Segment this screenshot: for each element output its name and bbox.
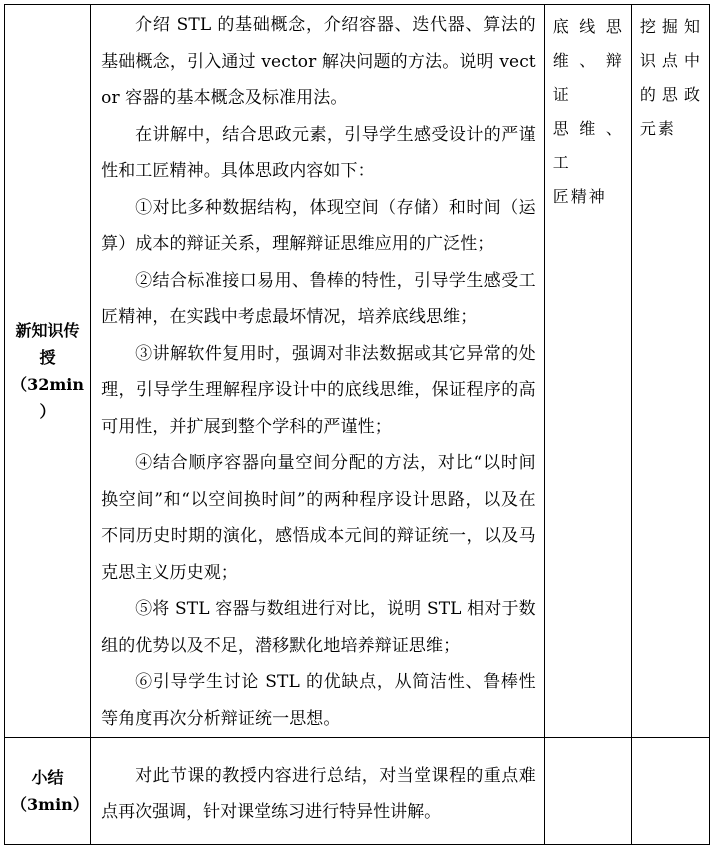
content-paragraph: ②结合标准接口易用、鲁棒的特性，引导学生感受工匠精神，在实践中考虑最坏情况，培养底线思维； [101,270,536,327]
content-paragraph: ⑥引导学生讨论 STL 的优缺点，从简洁性、鲁棒性等角度再次分析辩证统一思想。 [101,672,536,729]
ideology-element-line: 底线思 [552,17,624,36]
stage-cell-summary [5,738,91,845]
content-cell-new-knowledge [91,5,545,738]
content-paragraph: ③讲解软件复用时，强调对非法数据或其它异常的处理，引导学生理解程序设计中的底线思维，保证程序的高可用性，并扩展到整个学科的严谨性； [101,343,536,437]
empty-cell [544,738,631,845]
content-paragraph: ④结合顺序容器向量空间分配的方法，对比“以时间换空间”和“以空间换时间”的两种程序设计思路，以及在不同历史时期的演化，感悟成本元间的辩证统一，以及马克思主义历史观； [101,453,536,583]
lesson-plan-table [4,4,710,845]
ideology-element-line: 维、辩证 [552,51,624,104]
table-row-new-knowledge [5,5,710,738]
stage-label: 新知识传 [15,321,80,340]
content-paragraph: 在讲解中，结合思政元素，引导学生感受设计的严谨性和工匠精神。具体思政内容如下： [101,124,536,181]
content-paragraph: 对此节课的教授内容进行总结，对当堂课程的重点难点再次强调，针对课堂练习进行特异性讲解。 [101,766,536,822]
ideology-element-line: 思维、工 [552,119,624,172]
ideology-element-cell [544,5,631,738]
stage-label: 授 [39,348,56,367]
table-row-summary [5,738,710,845]
stage-duration: （3min） [11,795,89,814]
design-intent-line: 的思政 [639,85,702,104]
empty-cell [631,738,709,845]
design-intent-line: 元素 [639,119,676,138]
stage-label: 小结 [31,768,64,787]
stage-duration: ） [39,402,56,421]
content-paragraph: ⑤将 STL 容器与数组进行对比，说明 STL 相对于数组的优势以及不足，潜移默化地培养辩证思维； [101,599,536,656]
content-cell-summary [91,738,545,845]
design-intent-line: 识点中 [639,51,702,70]
ideology-element-line: 匠精神 [552,187,607,206]
content-paragraph: 介绍 STL 的基础概念，介绍容器、迭代器、算法的基础概念，引入通过 vector 解决问题的方法。说明 vector 容器的基本概念及标准用法。 [101,15,536,108]
stage-cell-new-knowledge [5,5,91,738]
design-intent-cell [631,5,709,738]
design-intent-line: 挖掘知 [639,17,702,36]
stage-duration: （32min [11,375,85,394]
content-paragraph: ①对比多种数据结构，体现空间（存储）和时间（运算）成本的辩证关系，理解辩证思维应用的广泛性； [101,197,536,254]
